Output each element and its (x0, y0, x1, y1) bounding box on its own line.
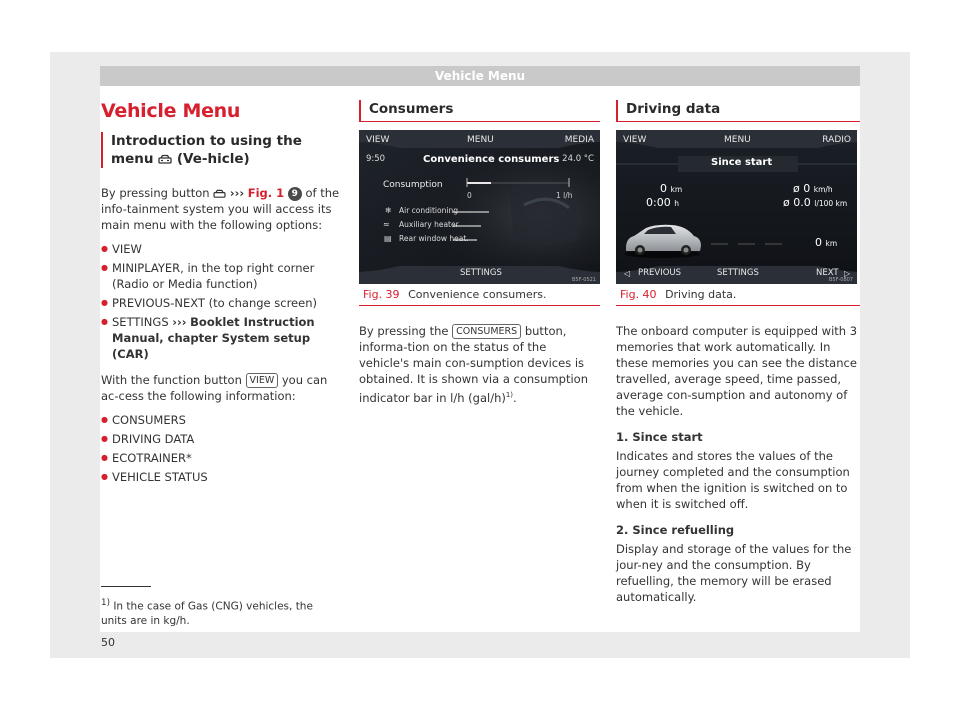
subheading-since-refuelling: 2. Since refuelling (616, 523, 735, 537)
figure-code: B5F-0521 (571, 277, 596, 283)
intro-text-b: of the info-tainment system you will access its main menu with the following options: (101, 186, 340, 232)
temperature-readout: 24.0 °C (562, 154, 594, 164)
figure-caption (359, 284, 600, 306)
subheading-since-start: 1. Since start (616, 430, 703, 444)
consumer-item: Auxiliary heater (399, 220, 459, 229)
arrow-icon: ››› (172, 315, 187, 329)
previous-button[interactable]: PREVIOUS (638, 268, 682, 278)
consumers-screen-figure (359, 130, 600, 284)
consumer-item: Air conditioning (399, 206, 458, 215)
figure-caption-text: Driving data. (665, 288, 737, 301)
figure-label: Fig. 39 (363, 288, 400, 301)
arrow-icon: ››› (229, 186, 245, 200)
tab-media[interactable]: MEDIA (564, 135, 594, 145)
column-intro (101, 100, 341, 495)
rear-window-icon: ▤ (384, 234, 392, 243)
list-item: ● MINIPLAYER, in the top right corner (Radio or Media function) (101, 260, 341, 292)
intro-heading (101, 132, 341, 168)
snowflake-icon: ❄ (385, 206, 392, 215)
column-consumers (359, 100, 600, 406)
tab-menu[interactable]: MENU (467, 135, 494, 145)
callout-number: 9 (288, 187, 302, 201)
figure-label: Fig. 40 (620, 288, 657, 301)
since-refuelling-paragraph: Display and storage of the values for the jour-ney and the consumption. By refuelling, the memory will be erased automatically. (616, 542, 852, 604)
scale-max: 1 l/h (556, 191, 573, 200)
view-paragraph (101, 372, 341, 404)
consumption-label: Consumption (383, 180, 443, 190)
avg-speed-value: ø 0 km/h (793, 182, 833, 195)
distance-value: 0 km (660, 182, 683, 195)
tab-view[interactable]: VIEW (623, 135, 647, 145)
section-heading-consumers: Consumers (359, 100, 600, 122)
view-button[interactable]: VIEW (246, 373, 279, 388)
footnote-text: In the case of Gas (CNG) vehicles, the units are in kg/h. (101, 600, 313, 627)
heater-icon: ≈ (383, 220, 390, 229)
figure-code: B5F-0807 (828, 277, 853, 283)
intro-text-a: By pressing button (101, 186, 210, 200)
list-item (101, 314, 341, 362)
since-start-paragraph: Indicates and stores the values of the journey completed and the consumption from when the ignition is switched on to when it is switched off. (616, 449, 850, 511)
list-item: ● PREVIOUS-NEXT (to change screen) (101, 295, 341, 311)
page-number: 50 (101, 636, 115, 649)
settings-label: SETTINGS (112, 315, 169, 329)
car-menu-icon (213, 189, 226, 199)
consumers-text-end: . (513, 390, 517, 405)
scale-min: 0 (467, 191, 472, 200)
footnote (101, 596, 341, 628)
intro-paragraph (101, 185, 341, 233)
driving-data-paragraph: The onboard computer is equipped with 3 memories that work automatically. In these memories you can see the distance travelled, average speed, time passed, average con-sumption and autonomy of the vehicle. (616, 324, 858, 418)
page-title: Vehicle Menu (101, 100, 241, 122)
intro-heading-text: Introduction to using the menu (111, 133, 302, 167)
column-driving-data (616, 100, 860, 605)
chevron-left-icon: ◁ (624, 269, 631, 278)
chevron-right-icon: ▷ (844, 269, 851, 278)
consumers-text-b: button, informa-tion on the status of the vehicle's main con-sumption devices is obtained. It is shown via a consumption indicator bar in l/h (gal/h) (359, 324, 588, 405)
footnote-mark: 1) (101, 598, 110, 608)
driving-data-screen-figure (616, 130, 857, 284)
list-item: ● VIEW (101, 241, 341, 257)
footnote-ref: 1) (505, 391, 514, 399)
settings-button[interactable]: SETTINGS (717, 268, 759, 278)
settings-button[interactable]: SETTINGS (460, 268, 502, 278)
screen-title: Convenience consumers (423, 154, 560, 165)
section-heading-driving-data: Driving data (616, 100, 860, 122)
tab-view[interactable]: VIEW (366, 135, 390, 145)
tab-menu[interactable]: MENU (724, 135, 751, 145)
footnote-divider (101, 586, 151, 587)
view-options-list (101, 412, 341, 485)
tab-radio[interactable]: RADIO (822, 135, 851, 145)
view-text-b: you can ac-cess the following information: (101, 373, 328, 403)
clock-readout: 9:50 (366, 154, 386, 164)
intro-heading-suffix: (Ve-hicle) (176, 151, 250, 167)
figure-caption (616, 284, 860, 306)
figure-caption-text: Convenience consumers. (408, 288, 547, 301)
avg-consumption-value: ø 0.0 l/100 km (783, 196, 848, 209)
menu-options-list (101, 241, 341, 362)
car-menu-icon (158, 154, 172, 165)
consumer-item: Rear window heat. (399, 234, 469, 243)
consumers-button[interactable]: CONSUMERS (452, 324, 521, 339)
range-value: 0 km (815, 236, 838, 249)
list-item: ● VEHICLE STATUS (101, 469, 341, 485)
settings-reference: Booklet Instruction Manual, chapter System setup (CAR) (112, 315, 315, 361)
list-item: ● DRIVING DATA (101, 431, 341, 447)
list-item: ● ECOTRAINER* (101, 450, 341, 466)
time-value: 0:00 h (646, 196, 679, 209)
consumers-text-a: By pressing the (359, 324, 449, 338)
running-header: Vehicle Menu (100, 66, 860, 86)
view-text-a: With the function button (101, 373, 242, 387)
next-button[interactable]: NEXT (816, 268, 839, 278)
figure-link[interactable]: Fig. 1 (247, 186, 285, 200)
screen-title: Since start (711, 157, 773, 168)
list-item: ● CONSUMERS (101, 412, 341, 428)
consumers-paragraph (359, 323, 600, 406)
